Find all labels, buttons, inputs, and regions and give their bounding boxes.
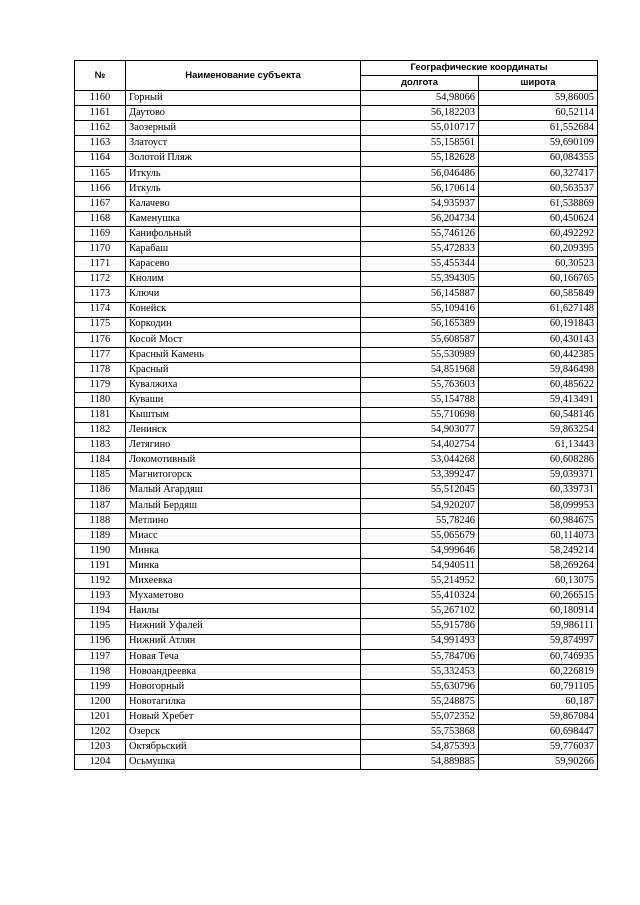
cell-number: 1198 <box>75 664 126 679</box>
table-row <box>75 257 598 272</box>
cell-number: 1191 <box>75 559 126 574</box>
cell-longitude: 55,065679 <box>361 528 479 543</box>
cell-longitude: 53,399247 <box>361 468 479 483</box>
cell-longitude: 55,472833 <box>361 242 479 257</box>
cell-number: 1189 <box>75 528 126 543</box>
cell-longitude: 54,98066 <box>361 91 479 106</box>
cell-longitude: 54,851968 <box>361 362 479 377</box>
table-row <box>75 604 598 619</box>
cell-name: Коркодин <box>126 317 361 332</box>
cell-longitude: 55,182628 <box>361 151 479 166</box>
cell-longitude: 54,402754 <box>361 438 479 453</box>
table-row <box>75 483 598 498</box>
cell-longitude: 55,753868 <box>361 725 479 740</box>
cell-name: Каменушка <box>126 211 361 226</box>
table-row <box>75 362 598 377</box>
cell-number: 1199 <box>75 679 126 694</box>
cell-longitude: 55,763603 <box>361 377 479 392</box>
cell-latitude: 59,874997 <box>479 634 598 649</box>
cell-longitude: 55,710698 <box>361 408 479 423</box>
table-row <box>75 649 598 664</box>
table-row <box>75 317 598 332</box>
table-row <box>75 106 598 121</box>
cell-latitude: 60,442385 <box>479 347 598 362</box>
cell-name: Нижний Уфалей <box>126 619 361 634</box>
cell-latitude: 60,791105 <box>479 679 598 694</box>
cell-number: 1173 <box>75 287 126 302</box>
cell-latitude: 60,52114 <box>479 106 598 121</box>
cell-number: 1202 <box>75 725 126 740</box>
cell-latitude: 58,269264 <box>479 559 598 574</box>
cell-number: 1204 <box>75 755 126 770</box>
cell-latitude: 60,30523 <box>479 257 598 272</box>
cell-latitude: 60,191843 <box>479 317 598 332</box>
cell-latitude: 60,608286 <box>479 453 598 468</box>
table-body <box>75 91 598 770</box>
cell-latitude: 60,585849 <box>479 287 598 302</box>
cell-number: 1181 <box>75 408 126 423</box>
cell-name: Красный Камень <box>126 347 361 362</box>
cell-longitude: 55,158561 <box>361 136 479 151</box>
cell-number: 1179 <box>75 377 126 392</box>
cell-name: Иткуль <box>126 166 361 181</box>
cell-number: 1170 <box>75 242 126 257</box>
cell-latitude: 59,986111 <box>479 619 598 634</box>
cell-latitude: 60,492292 <box>479 227 598 242</box>
cell-name: Осьмушка <box>126 755 361 770</box>
cell-name: Минка <box>126 544 361 559</box>
cell-longitude: 56,145887 <box>361 287 479 302</box>
cell-name: Летягино <box>126 438 361 453</box>
cell-name: Карасево <box>126 257 361 272</box>
cell-longitude: 54,889885 <box>361 755 479 770</box>
cell-longitude: 54,999646 <box>361 544 479 559</box>
cell-name: Метлино <box>126 513 361 528</box>
cell-name: Локомотивный <box>126 453 361 468</box>
cell-name: Мухаметово <box>126 589 361 604</box>
table-row <box>75 664 598 679</box>
table-row <box>75 196 598 211</box>
cell-longitude: 56,204734 <box>361 211 479 226</box>
cell-number: 1200 <box>75 694 126 709</box>
cell-name: Горный <box>126 91 361 106</box>
cell-longitude: 55,410324 <box>361 589 479 604</box>
cell-number: 1187 <box>75 498 126 513</box>
cell-latitude: 59,867084 <box>479 710 598 725</box>
table-row <box>75 136 598 151</box>
table-row <box>75 559 598 574</box>
cell-name: Кнолим <box>126 272 361 287</box>
cell-longitude: 55,784706 <box>361 649 479 664</box>
cell-latitude: 58,099953 <box>479 498 598 513</box>
cell-number: 1164 <box>75 151 126 166</box>
cell-longitude: 54,940511 <box>361 559 479 574</box>
cell-latitude: 59,90266 <box>479 755 598 770</box>
cell-longitude: 55,746126 <box>361 227 479 242</box>
cell-name: Заозерный <box>126 121 361 136</box>
cell-name: Михеевка <box>126 574 361 589</box>
cell-name: Ленинск <box>126 423 361 438</box>
cell-latitude: 60,339731 <box>479 483 598 498</box>
cell-longitude: 55,154788 <box>361 393 479 408</box>
table-row <box>75 589 598 604</box>
cell-name: Кыштым <box>126 408 361 423</box>
cell-name: Даутово <box>126 106 361 121</box>
cell-name: Новогорный <box>126 679 361 694</box>
cell-name: Красный <box>126 362 361 377</box>
cell-number: 1174 <box>75 302 126 317</box>
cell-number: 1172 <box>75 272 126 287</box>
cell-number: 1183 <box>75 438 126 453</box>
cell-latitude: 59,690109 <box>479 136 598 151</box>
cell-latitude: 60,548146 <box>479 408 598 423</box>
cell-longitude: 54,920207 <box>361 498 479 513</box>
cell-number: 1162 <box>75 121 126 136</box>
cell-name: Косой Мост <box>126 332 361 347</box>
cell-longitude: 53,044268 <box>361 453 479 468</box>
cell-number: 1167 <box>75 196 126 211</box>
cell-number: 1176 <box>75 332 126 347</box>
cell-name: Золотой Пляж <box>126 151 361 166</box>
cell-latitude: 60,180914 <box>479 604 598 619</box>
cell-longitude: 55,915786 <box>361 619 479 634</box>
table-row <box>75 740 598 755</box>
column-header-name: Наименование субъекта <box>126 61 361 91</box>
table-row <box>75 272 598 287</box>
table-row <box>75 679 598 694</box>
cell-number: 1182 <box>75 423 126 438</box>
cell-latitude: 59,863254 <box>479 423 598 438</box>
table-row <box>75 302 598 317</box>
cell-longitude: 55,530989 <box>361 347 479 362</box>
cell-number: 1161 <box>75 106 126 121</box>
cell-latitude: 60,187 <box>479 694 598 709</box>
table-row <box>75 393 598 408</box>
cell-number: 1177 <box>75 347 126 362</box>
cell-name: Новый Хребет <box>126 710 361 725</box>
cell-name: Новоандреевка <box>126 664 361 679</box>
cell-name: Малый Агардяш <box>126 483 361 498</box>
cell-latitude: 60,13075 <box>479 574 598 589</box>
table-row <box>75 453 598 468</box>
cell-number: 1184 <box>75 453 126 468</box>
cell-latitude: 59,776037 <box>479 740 598 755</box>
table-row <box>75 408 598 423</box>
column-header-longitude: долгота <box>361 76 479 91</box>
cell-latitude: 60,698447 <box>479 725 598 740</box>
cell-longitude: 56,182203 <box>361 106 479 121</box>
cell-number: 1169 <box>75 227 126 242</box>
cell-latitude: 60,450624 <box>479 211 598 226</box>
cell-longitude: 55,214952 <box>361 574 479 589</box>
cell-latitude: 60,485622 <box>479 377 598 392</box>
cell-latitude: 59,846498 <box>479 362 598 377</box>
cell-longitude: 55,332453 <box>361 664 479 679</box>
cell-longitude: 56,170614 <box>361 181 479 196</box>
cell-latitude: 59,413491 <box>479 393 598 408</box>
cell-name: Кувалжиха <box>126 377 361 392</box>
cell-number: 1201 <box>75 710 126 725</box>
column-header-number: № <box>75 61 126 91</box>
cell-latitude: 60,084355 <box>479 151 598 166</box>
cell-latitude: 59,86005 <box>479 91 598 106</box>
table-row <box>75 634 598 649</box>
table-row <box>75 332 598 347</box>
cell-number: 1185 <box>75 468 126 483</box>
cell-longitude: 55,630796 <box>361 679 479 694</box>
cell-name: Куваши <box>126 393 361 408</box>
cell-name: Озерск <box>126 725 361 740</box>
cell-latitude: 60,266515 <box>479 589 598 604</box>
cell-longitude: 56,046486 <box>361 166 479 181</box>
cell-latitude: 61,627148 <box>479 302 598 317</box>
cell-latitude: 60,327417 <box>479 166 598 181</box>
cell-latitude: 60,209395 <box>479 242 598 257</box>
cell-name: Малый Бердяш <box>126 498 361 513</box>
table-row <box>75 181 598 196</box>
cell-number: 1180 <box>75 393 126 408</box>
table-row <box>75 694 598 709</box>
cell-number: 1192 <box>75 574 126 589</box>
table-row <box>75 211 598 226</box>
cell-longitude: 55,78246 <box>361 513 479 528</box>
table-row <box>75 242 598 257</box>
cell-longitude: 55,248875 <box>361 694 479 709</box>
cell-name: Ключи <box>126 287 361 302</box>
cell-name: Наилы <box>126 604 361 619</box>
cell-name: Магнитогорск <box>126 468 361 483</box>
cell-longitude: 54,903077 <box>361 423 479 438</box>
table-row <box>75 498 598 513</box>
table-row <box>75 574 598 589</box>
cell-number: 1166 <box>75 181 126 196</box>
table-row <box>75 287 598 302</box>
table-row <box>75 725 598 740</box>
cell-longitude: 55,512045 <box>361 483 479 498</box>
coordinates-table <box>74 60 598 770</box>
cell-name: Нижний Атлян <box>126 634 361 649</box>
table-row <box>75 151 598 166</box>
cell-latitude: 60,746935 <box>479 649 598 664</box>
cell-number: 1203 <box>75 740 126 755</box>
column-header-coordinates: Географические координаты <box>361 61 598 76</box>
cell-name: Новотагилка <box>126 694 361 709</box>
cell-latitude: 60,114073 <box>479 528 598 543</box>
cell-number: 1194 <box>75 604 126 619</box>
cell-number: 1197 <box>75 649 126 664</box>
cell-longitude: 54,935937 <box>361 196 479 211</box>
cell-name: Златоуст <box>126 136 361 151</box>
cell-number: 1186 <box>75 483 126 498</box>
table-row <box>75 544 598 559</box>
cell-name: Минка <box>126 559 361 574</box>
cell-number: 1178 <box>75 362 126 377</box>
cell-latitude: 60,166765 <box>479 272 598 287</box>
table-row <box>75 468 598 483</box>
cell-latitude: 60,984675 <box>479 513 598 528</box>
table-header <box>75 61 598 91</box>
table-row <box>75 513 598 528</box>
table-row <box>75 619 598 634</box>
table-row <box>75 423 598 438</box>
cell-number: 1165 <box>75 166 126 181</box>
cell-name: Калачево <box>126 196 361 211</box>
cell-name: Карабаш <box>126 242 361 257</box>
table-row <box>75 377 598 392</box>
cell-latitude: 61,538869 <box>479 196 598 211</box>
cell-longitude: 55,010717 <box>361 121 479 136</box>
cell-latitude: 60,430143 <box>479 332 598 347</box>
column-header-latitude: широта <box>479 76 598 91</box>
cell-number: 1171 <box>75 257 126 272</box>
cell-name: Конейск <box>126 302 361 317</box>
header-row-top <box>75 61 598 76</box>
table-row <box>75 227 598 242</box>
cell-name: Октябрьский <box>126 740 361 755</box>
table-row <box>75 347 598 362</box>
cell-number: 1160 <box>75 91 126 106</box>
cell-number: 1193 <box>75 589 126 604</box>
cell-latitude: 60,226819 <box>479 664 598 679</box>
cell-name: Канифольный <box>126 227 361 242</box>
cell-latitude: 60,563537 <box>479 181 598 196</box>
cell-longitude: 55,608587 <box>361 332 479 347</box>
cell-longitude: 55,109416 <box>361 302 479 317</box>
table-row <box>75 121 598 136</box>
cell-longitude: 54,991493 <box>361 634 479 649</box>
cell-number: 1188 <box>75 513 126 528</box>
cell-longitude: 55,267102 <box>361 604 479 619</box>
cell-name: Миасс <box>126 528 361 543</box>
cell-latitude: 61,552684 <box>479 121 598 136</box>
cell-number: 1168 <box>75 211 126 226</box>
cell-longitude: 56,165389 <box>361 317 479 332</box>
table-row <box>75 528 598 543</box>
cell-number: 1196 <box>75 634 126 649</box>
cell-number: 1190 <box>75 544 126 559</box>
cell-name: Иткуль <box>126 181 361 196</box>
table-row <box>75 438 598 453</box>
cell-longitude: 54,875393 <box>361 740 479 755</box>
table-row <box>75 91 598 106</box>
table-row <box>75 710 598 725</box>
cell-latitude: 58,249214 <box>479 544 598 559</box>
cell-name: Новая Теча <box>126 649 361 664</box>
cell-latitude: 59,039371 <box>479 468 598 483</box>
cell-number: 1175 <box>75 317 126 332</box>
cell-latitude: 61,13443 <box>479 438 598 453</box>
table-row <box>75 755 598 770</box>
cell-longitude: 55,072352 <box>361 710 479 725</box>
cell-longitude: 55,455344 <box>361 257 479 272</box>
cell-longitude: 55,394305 <box>361 272 479 287</box>
cell-number: 1195 <box>75 619 126 634</box>
cell-number: 1163 <box>75 136 126 151</box>
table-row <box>75 166 598 181</box>
